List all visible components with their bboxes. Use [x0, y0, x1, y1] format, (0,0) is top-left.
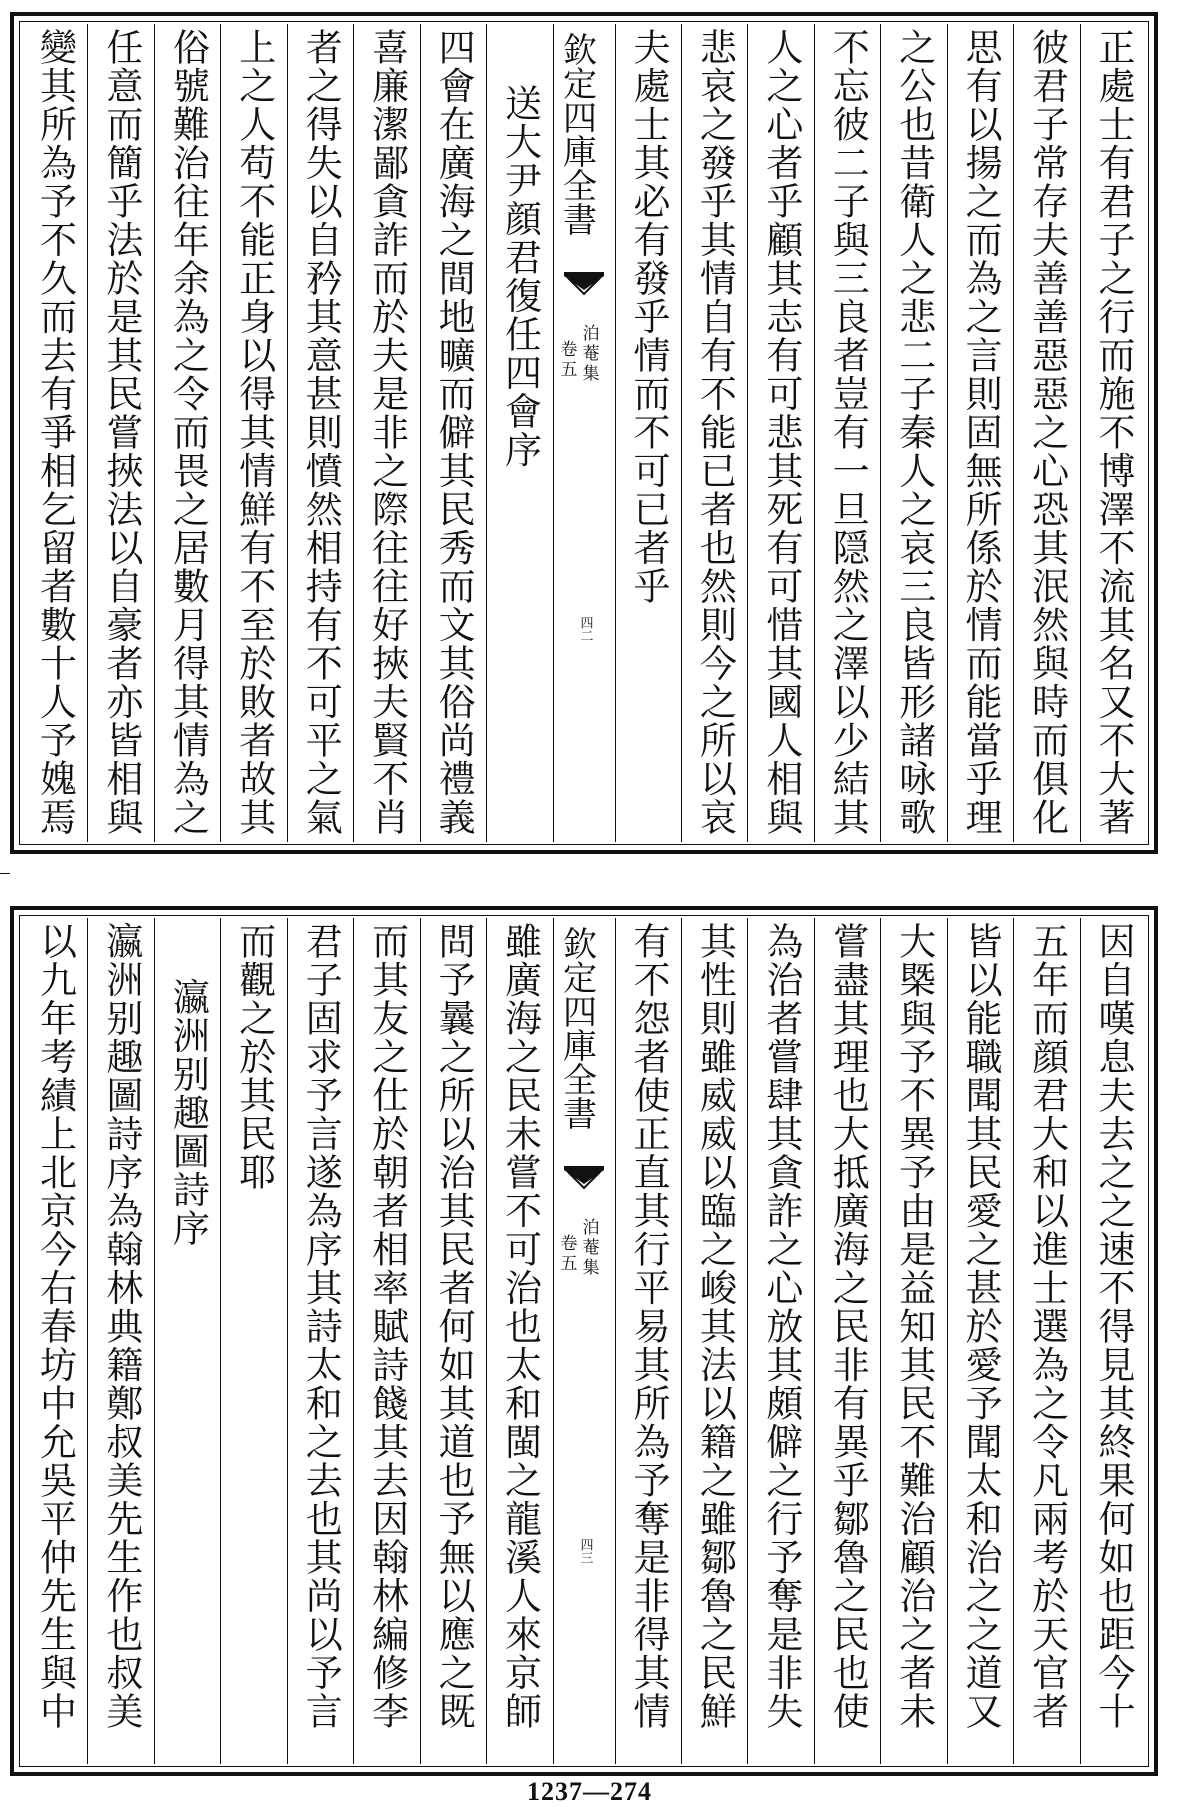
- book-title: 欽定四庫全書: [556, 926, 597, 1130]
- collection-name: 泊菴集: [578, 324, 599, 384]
- text-column: 四會在廣海之間地曠而僻其民秀而文其俗尚禮義: [420, 24, 486, 842]
- text-column: 為治者嘗肆其貪詐之心放其頗僻之行予奪是非失: [747, 918, 813, 1764]
- text-column: 皆以能職聞其民愛之甚於愛予聞太和治之之道又: [947, 918, 1013, 1764]
- fish-tail-mark-icon: [564, 1166, 604, 1196]
- text-column: 人之心者乎顧其志有可悲其死有可惜其國人相與: [747, 24, 813, 842]
- page-number: 四三: [577, 1538, 593, 1564]
- page-number: 四二: [577, 616, 593, 642]
- text-column: 夫處士其必有發乎情而不可已者乎: [615, 24, 681, 842]
- book-title: 欽定四庫全書: [556, 32, 597, 236]
- volume-label: 卷五: [556, 340, 577, 380]
- text-column: 問予曩之所以治其民者何如其道也予無以應之既: [420, 918, 486, 1764]
- collection-name: 泊菴集: [578, 1218, 599, 1278]
- text-column: 任意而簡乎法於是其民嘗挾法以自豪者亦皆相與: [87, 24, 153, 842]
- text-column: 而其友之仕於朝者相率賦詩餞其去因翰林編修李: [353, 918, 419, 1764]
- text-column: 因自嘆息夫去之之速不得見其終果何如也距今十: [1080, 918, 1146, 1764]
- center-fold: [553, 918, 615, 1764]
- text-column: 嘗盡其理也大抵廣海之民非有異乎鄒魯之民也使: [814, 918, 880, 1764]
- text-column: 而觀之於其民耶: [220, 918, 286, 1764]
- text-column: 之公也昔衛人之悲二子秦人之哀三良皆形諸咏歌: [880, 24, 946, 842]
- text-column: 上之人苟不能正身以得其情鮮有不至於敗者故其: [220, 24, 286, 842]
- divider-mark: [0, 873, 10, 874]
- lower-page: [10, 906, 1158, 1776]
- fish-tail-mark-icon: [564, 272, 604, 302]
- text-column: 悲哀之發乎其情自有不能已者也然則今之所以哀: [681, 24, 747, 842]
- text-column: 瀛洲别趣圖詩序為翰林典籍鄭叔美先生作也叔美: [87, 918, 153, 1764]
- text-column: 正處士有君子之行而施不博澤不流其名又不大著: [1080, 24, 1146, 842]
- text-column: 者之得失以自矜其意甚則憤然相持有不可平之氣: [287, 24, 353, 842]
- text-column: 瀛洲别趣圖詩序: [154, 918, 220, 1764]
- text-column: 有不怨者使正直其行平易其所為予奪是非得其情: [615, 918, 681, 1764]
- text-column: 送大尹顔君復任四會序: [486, 24, 552, 842]
- text-column: 大槩與予不異予由是益知其民不難治顧治之者未: [880, 918, 946, 1764]
- text-column: 思有以揚之而為之言則固無所係於情而能當乎理: [947, 24, 1013, 842]
- text-column: 君子固求予言遂為序其詩太和之去也其尚以予言: [287, 918, 353, 1764]
- text-column: 以九年考績上北京今右春坊中允吳平仲先生與中: [33, 922, 77, 1731]
- text-column: 五年而顔君大和以進士選為之令凡兩考於天官者: [1013, 918, 1079, 1764]
- text-column: 不忘彼二子與三良者豈有一旦隠然之澤以少結其: [814, 24, 880, 842]
- reprint-page-code: 1237—274: [527, 1777, 652, 1806]
- text-column: 其性則雖威威以臨之峻其法以籍之雖鄒魯之民鮮: [681, 918, 747, 1764]
- text-column: 喜廉潔鄙貪詐而於夫是非之際往往好挾夫賢不肖: [353, 24, 419, 842]
- upper-page: [10, 12, 1158, 854]
- center-fold: [553, 24, 615, 842]
- text-column: 俗號難治往年余為之令而畏之居數月得其情為之: [154, 24, 220, 842]
- text-column: 變其所為予不久而去有爭相乞留者數十人予媿焉: [33, 28, 77, 837]
- volume-label: 卷五: [556, 1234, 577, 1274]
- text-column: 彼君子常存夫善善惡惡之心恐其泯然與時而俱化: [1013, 24, 1079, 842]
- text-column: 雖廣海之民未嘗不可治也太和閩之龍溪人來京師: [486, 918, 552, 1764]
